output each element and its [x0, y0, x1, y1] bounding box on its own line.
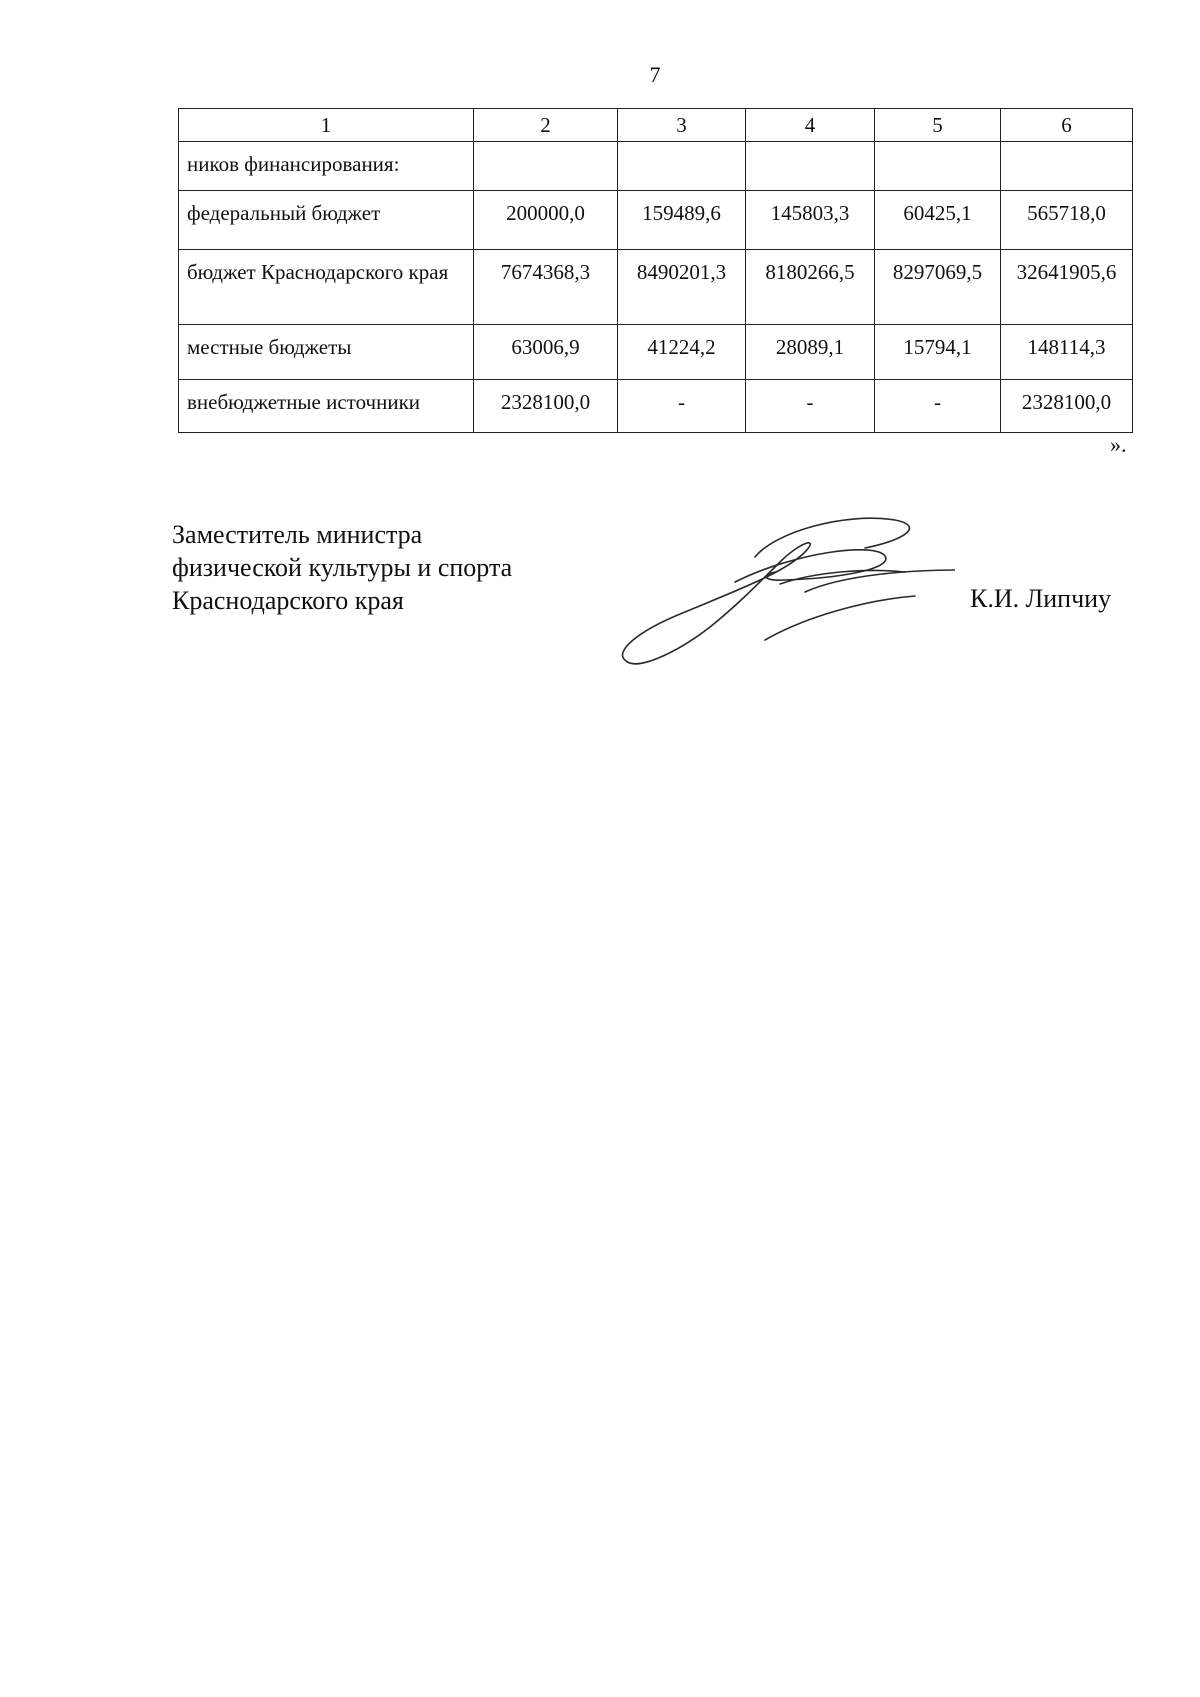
table-cell: [474, 142, 618, 191]
row-label: внебюджетные источники: [179, 380, 474, 433]
table-cell: [618, 142, 746, 191]
table-cell: 565718,0: [1001, 191, 1133, 250]
row-label: ников финансирования:: [179, 142, 474, 191]
signer-title-line: физической культуры и спорта: [172, 553, 513, 582]
table-cell: 41224,2: [618, 325, 746, 380]
table-cell: 8180266,5: [746, 250, 875, 325]
signer-title-line: Заместитель министра: [172, 520, 423, 549]
column-header: 5: [875, 109, 1001, 142]
table-cell: 15794,1: [875, 325, 1001, 380]
financing-table: [178, 108, 1133, 433]
table-cell: 8297069,5: [875, 250, 1001, 325]
table-cell: 159489,6: [618, 191, 746, 250]
table-row: [179, 191, 1133, 250]
table-row: [179, 250, 1133, 325]
table-cell: 32641905,6: [1001, 250, 1133, 325]
table-row: [179, 142, 1133, 191]
closing-quote: ».: [1110, 432, 1127, 457]
table-cell: 2328100,0: [474, 380, 618, 433]
table-cell: -: [746, 380, 875, 433]
table-row: [179, 325, 1133, 380]
signer-title-line: Краснодарского края: [172, 586, 404, 615]
table-cell: [875, 142, 1001, 191]
page-number: 7: [649, 62, 661, 87]
signer-title: [172, 518, 512, 617]
table-cell: 2328100,0: [1001, 380, 1133, 433]
table-cell: 63006,9: [474, 325, 618, 380]
table-cell: [1001, 142, 1133, 191]
table-cell: -: [618, 380, 746, 433]
column-header: 2: [474, 109, 618, 142]
table-cell: 200000,0: [474, 191, 618, 250]
table-cell: 148114,3: [1001, 325, 1133, 380]
signer-name: К.И. Липчиу: [970, 584, 1112, 613]
column-header: 3: [618, 109, 746, 142]
table-header-row: [179, 109, 1133, 142]
row-label: бюджет Краснодарского края: [179, 250, 474, 325]
table-cell: 145803,3: [746, 191, 875, 250]
column-header: 6: [1001, 109, 1133, 142]
column-header: 1: [179, 109, 474, 142]
handwritten-signature: [615, 512, 955, 672]
table-cell: 60425,1: [875, 191, 1001, 250]
table-cell: 7674368,3: [474, 250, 618, 325]
table-row: [179, 380, 1133, 433]
table-cell: [746, 142, 875, 191]
table-cell: -: [875, 380, 1001, 433]
table-cell: 28089,1: [746, 325, 875, 380]
row-label: федеральный бюджет: [179, 191, 474, 250]
column-header: 4: [746, 109, 875, 142]
table-cell: 8490201,3: [618, 250, 746, 325]
row-label: местные бюджеты: [179, 325, 474, 380]
